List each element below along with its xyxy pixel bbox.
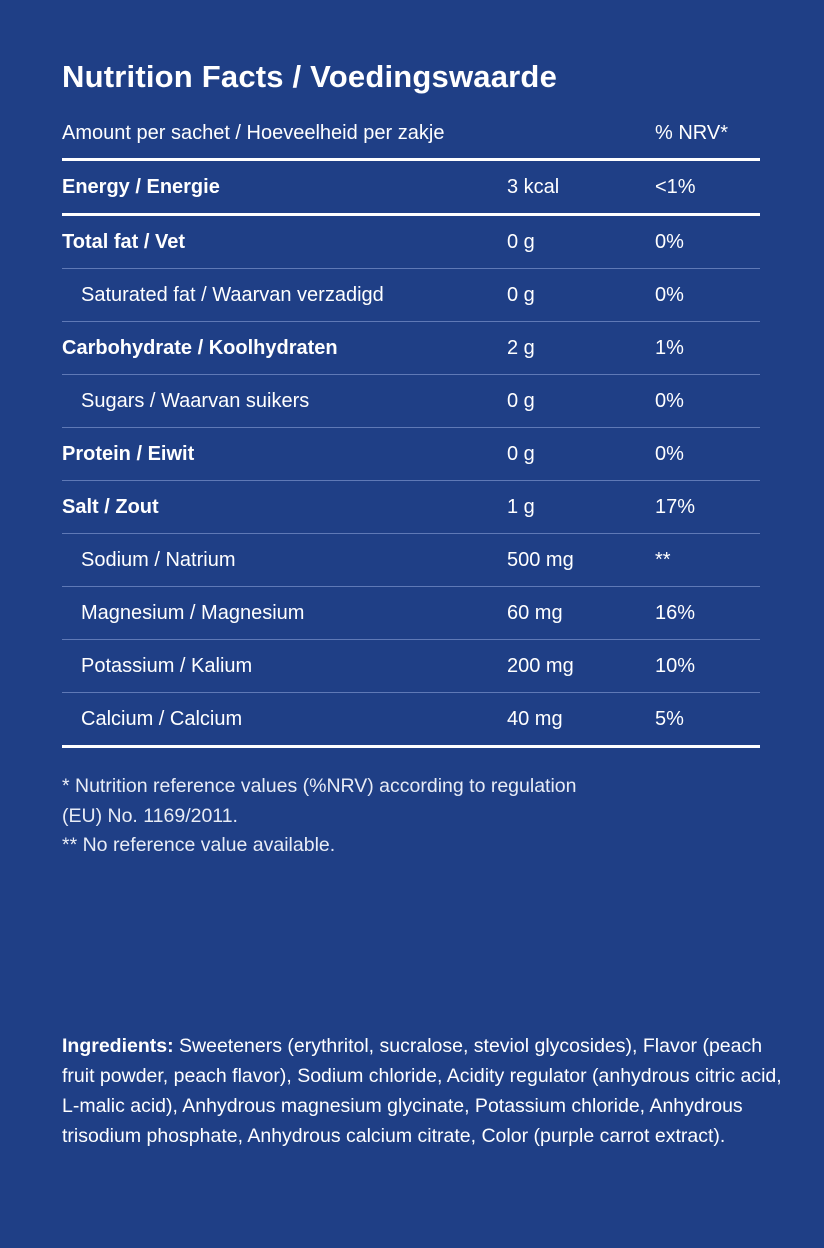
nutrient-nrv: <1%	[655, 175, 696, 198]
footnote-regulation-line: (EU) No. 1169/2011.	[62, 804, 238, 827]
nutrient-nrv: 0%	[655, 283, 684, 306]
footnote-no-reference-line: ** No reference value available.	[62, 834, 336, 856]
nutrient-nrv: 1%	[655, 336, 684, 359]
nrv-column-header: % NRV*	[655, 121, 728, 144]
table-row-salt	[62, 481, 760, 534]
footnotes	[62, 772, 760, 861]
nutrient-name: Saturated fat / Waarvan verzadigd	[81, 283, 384, 306]
nutrient-name: Energy / Energie	[62, 175, 220, 198]
nutrient-name: Carbohydrate / Koolhydraten	[62, 336, 338, 359]
table-row-total-fat	[62, 216, 760, 269]
nutrient-name: Total fat / Vet	[62, 230, 185, 253]
nutrient-nrv: 16%	[655, 601, 696, 624]
ingredients-block	[62, 1031, 792, 1151]
amount-per-sachet-label: Amount per sachet / Hoeveelheid per zakje	[62, 121, 445, 144]
nutrient-nrv: 17%	[655, 495, 696, 518]
nutrient-nrv: 5%	[655, 707, 684, 730]
table-row-carbohydrate	[62, 322, 760, 375]
nutrient-name: Magnesium / Magnesium	[81, 601, 305, 624]
table-row-sodium	[62, 534, 760, 587]
nutrient-amount: 1 g	[507, 495, 535, 518]
nutrient-name: Salt / Zout	[62, 495, 159, 518]
nutrient-amount: 3 kcal	[507, 175, 560, 198]
ingredients-text: Sweeteners (erythritol, sucralose, steviol glycosides), Flavor (peach fruit powder, peach flavor), Sodium chloride, Acidity regulator (anhydrous citric acid, L-malic acid), Anhydrous magnesium glycinate, Potassium chloride, Anhydrous trisodium phosphate, Anhydrous calcium citrate, Color (purple carrot extract).	[62, 1035, 782, 1147]
table-row-energy	[62, 161, 760, 216]
table-header	[62, 108, 760, 161]
nutrient-amount: 0 g	[507, 442, 535, 465]
nutrient-amount: 60 mg	[507, 601, 563, 624]
nutrient-name: Protein / Eiwit	[62, 442, 195, 465]
table-row-protein	[62, 428, 760, 481]
table-row-magnesium	[62, 587, 760, 640]
nutrient-amount: 0 g	[507, 389, 535, 412]
table-row-calcium	[62, 693, 760, 748]
nutrient-nrv: 0%	[655, 230, 684, 253]
nutrition-facts-panel	[62, 54, 760, 861]
nutrient-name: Sodium / Natrium	[81, 548, 236, 571]
nutrient-name: Calcium / Calcium	[81, 707, 243, 730]
footnote-nrv-line: * Nutrition reference values (%NRV) according to regulation	[62, 775, 577, 797]
page-title: Nutrition Facts / Voedingswaarde	[62, 59, 558, 94]
nutrient-amount: 500 mg	[507, 548, 574, 571]
nutrient-nrv: 10%	[655, 654, 696, 677]
nutrient-amount: 0 g	[507, 230, 535, 253]
nutrient-name: Sugars / Waarvan suikers	[81, 389, 310, 412]
nutrient-amount: 40 mg	[507, 707, 563, 730]
nutrient-name: Potassium / Kalium	[81, 654, 253, 677]
nutrient-nrv: 0%	[655, 389, 684, 412]
nutrient-nrv: **	[655, 548, 671, 571]
table-row-sugars	[62, 375, 760, 428]
table-row-saturated-fat	[62, 269, 760, 322]
nutrient-nrv: 0%	[655, 442, 684, 465]
nutrient-amount: 2 g	[507, 336, 535, 359]
nutrient-amount: 0 g	[507, 283, 535, 306]
table-row-potassium	[62, 640, 760, 693]
ingredients-label: Ingredients:	[62, 1035, 174, 1057]
nutrient-amount: 200 mg	[507, 654, 574, 677]
